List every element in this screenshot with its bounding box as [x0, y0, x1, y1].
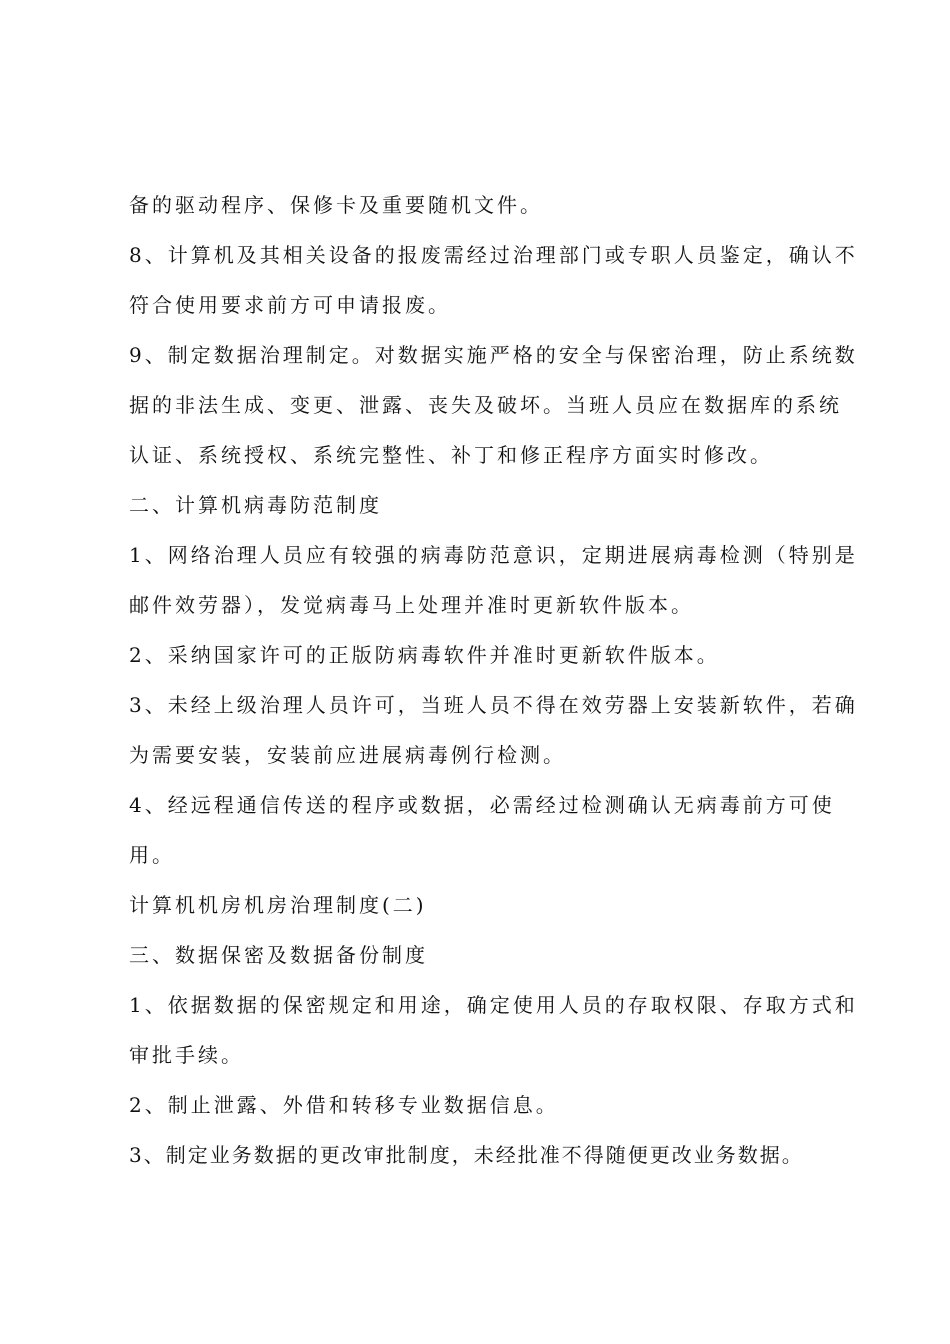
- text-line: 审批手续。: [129, 1043, 244, 1067]
- text-line: 1、依据数据的保密规定和用途，确定使用人员的存取权限、存取方式和: [129, 993, 858, 1017]
- text-line: 用。: [129, 843, 175, 867]
- text-line: 4、经远程通信传送的程序或数据，必需经过检测确认无病毒前方可使: [129, 793, 835, 817]
- text-line: 据的非法生成、变更、泄露、丧失及破坏。当班人员应在数据库的系统: [129, 393, 842, 417]
- text-line: 邮件效劳器），发觉病毒马上处理并准时更新软件版本。: [129, 593, 694, 617]
- text-line: 符合使用要求前方可申请报废。: [129, 293, 451, 317]
- document-subtitle: 计算机机房机房治理制度(二): [129, 893, 427, 917]
- text-line: 8、计算机及其相关设备的报废需经过治理部门或专职人员鉴定，确认不: [129, 243, 858, 267]
- text-line: 认证、系统授权、系统完整性、补丁和修正程序方面实时修改。: [129, 443, 773, 467]
- text-line: 备的驱动程序、保修卡及重要随机文件。: [129, 193, 543, 217]
- text-line: 3、未经上级治理人员许可，当班人员不得在效劳器上安装新软件，若确: [129, 693, 858, 717]
- text-line: 3、制定业务数据的更改审批制度，未经批准不得随便更改业务数据。: [129, 1143, 804, 1167]
- text-line: 为需要安装，安装前应进展病毒例行检测。: [129, 743, 566, 767]
- section-heading: 二、计算机病毒防范制度: [129, 493, 382, 517]
- text-line: 1、网络治理人员应有较强的病毒防范意识，定期进展病毒检测（特别是: [129, 543, 858, 567]
- text-line: 2、制止泄露、外借和转移专业数据信息。: [129, 1093, 559, 1117]
- text-line: 9、制定数据治理制定。对数据实施严格的安全与保密治理，防止系统数: [129, 343, 858, 367]
- text-line: 2、采纳国家许可的正版防病毒软件并准时更新软件版本。: [129, 643, 720, 667]
- document-body: [129, 190, 858, 1170]
- section-heading: 三、数据保密及数据备份制度: [129, 943, 428, 967]
